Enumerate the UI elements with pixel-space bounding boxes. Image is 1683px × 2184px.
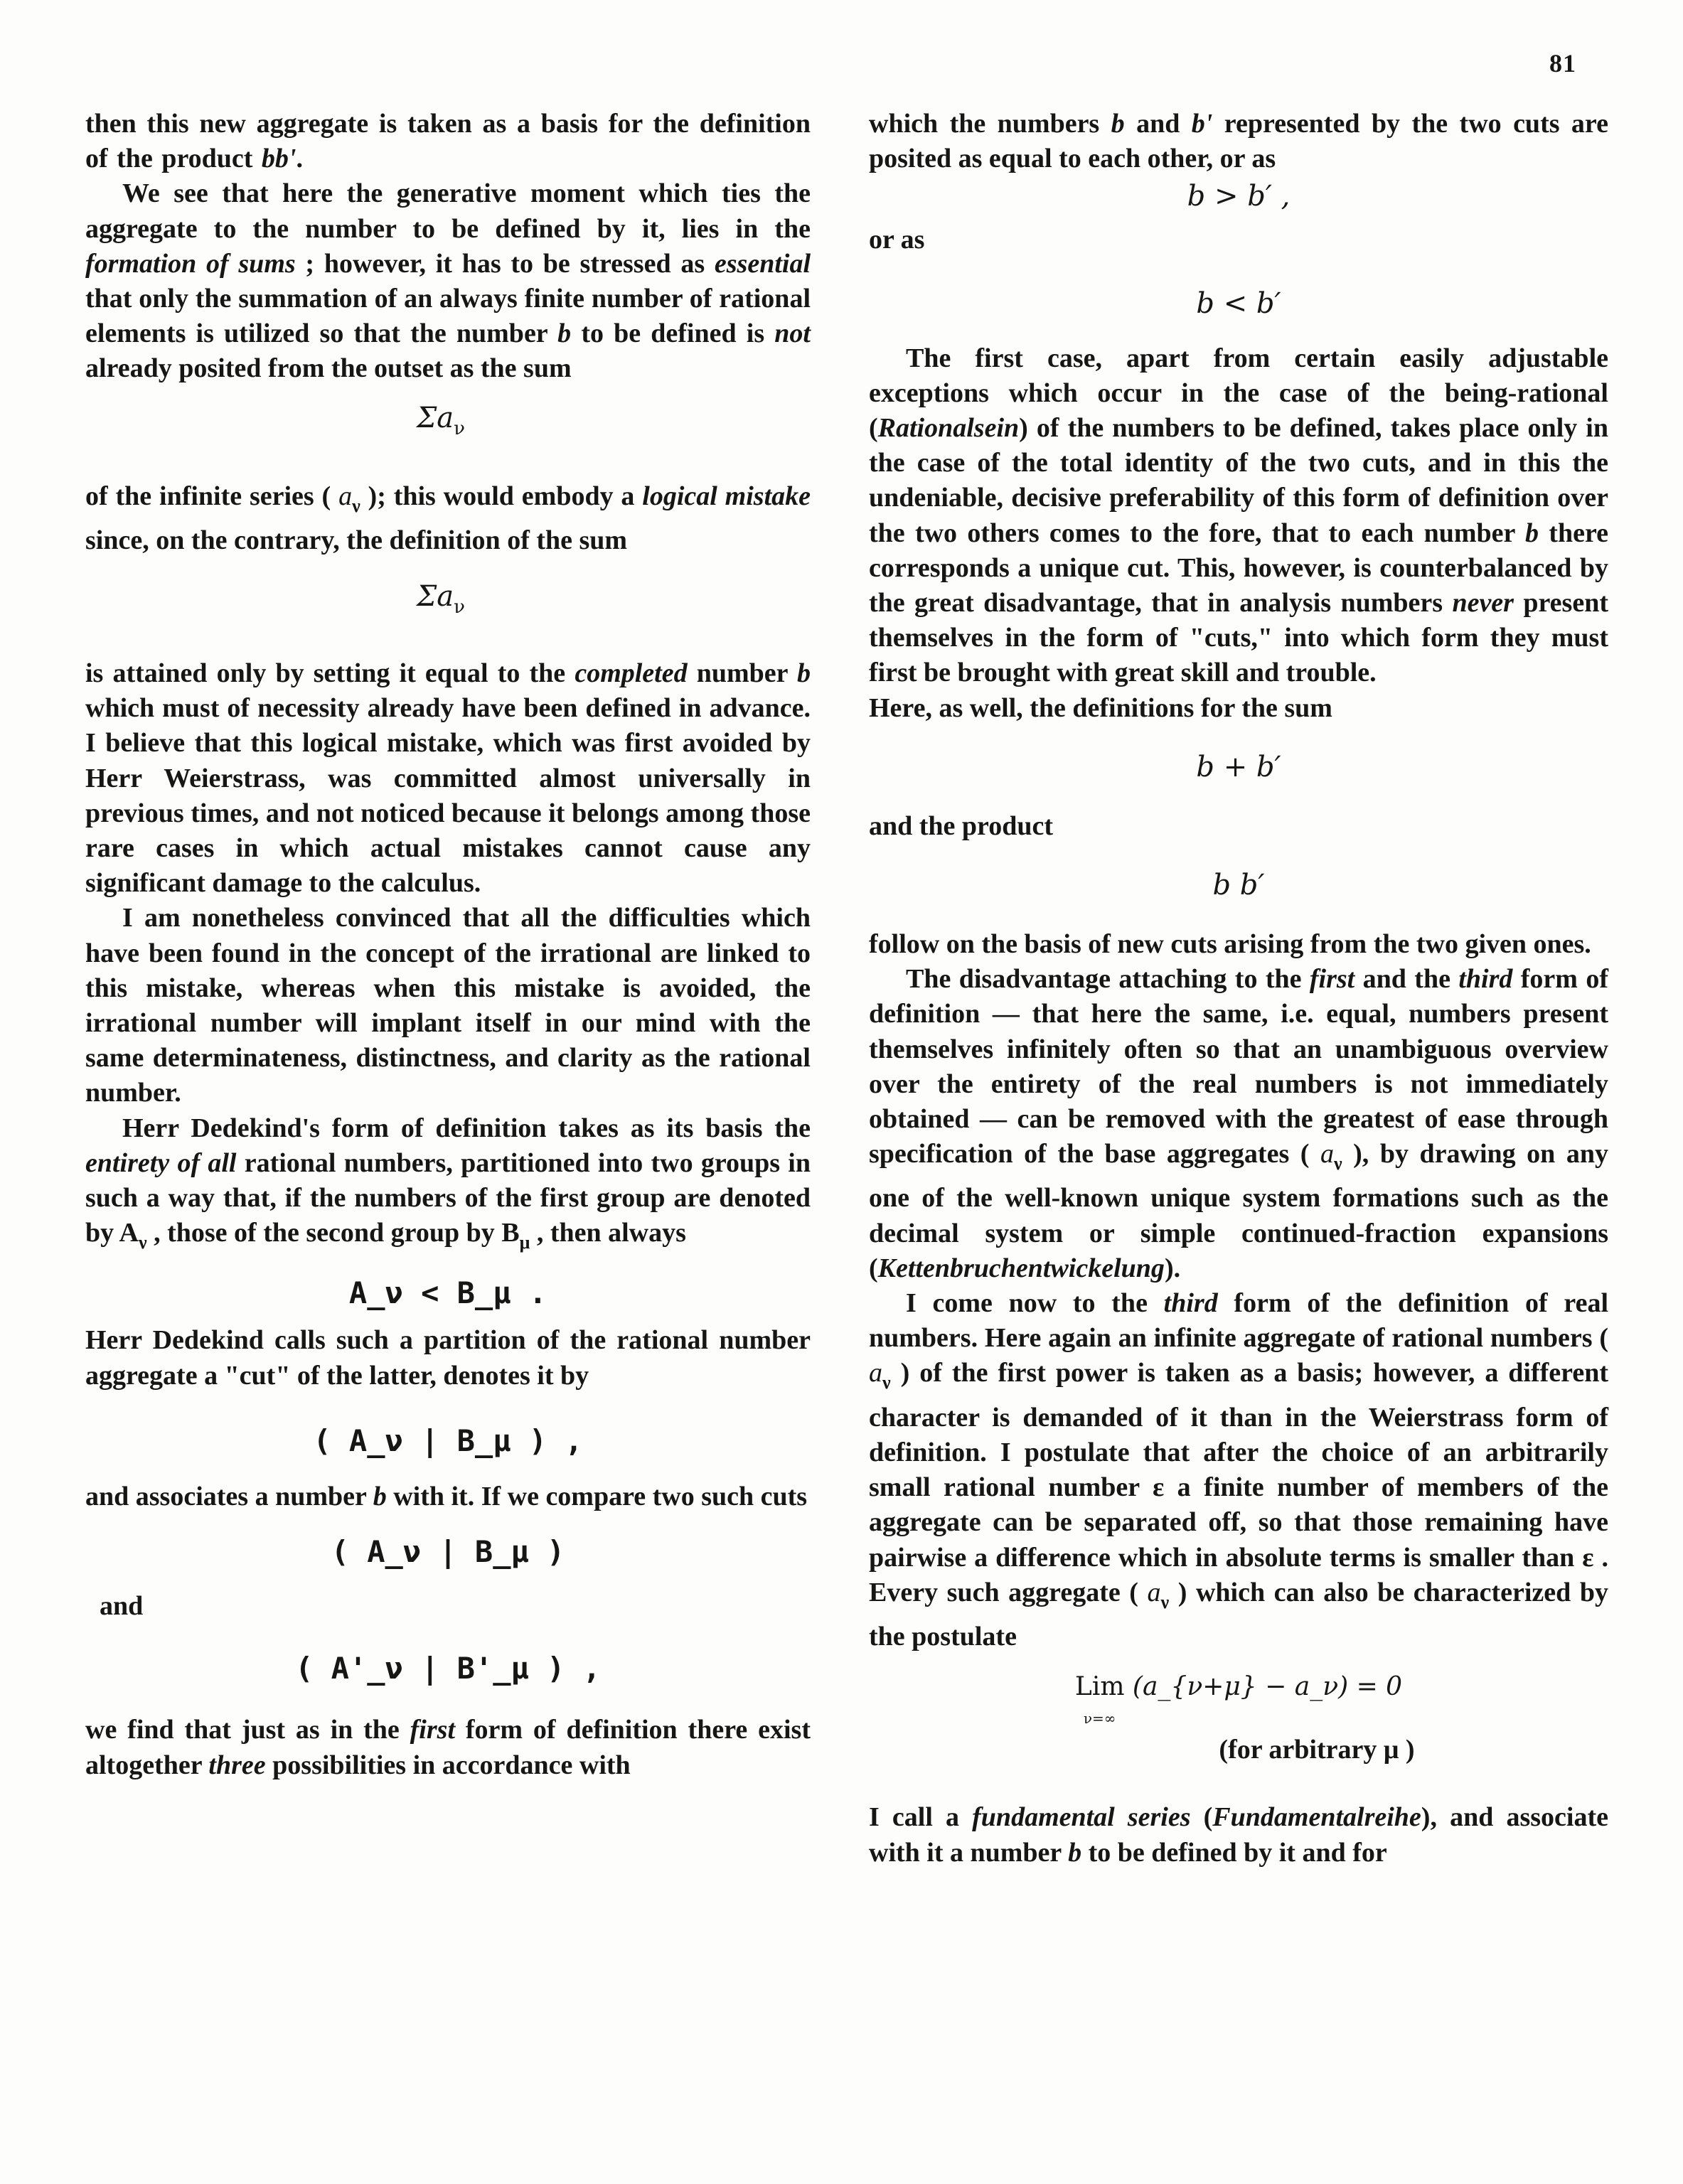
paragraph [85, 1589, 811, 1624]
equation-inequality [85, 1275, 811, 1310]
text-run: ) of the first power is taken as a basis; however, a different character is demanded of it than in the Weierstrass form of definition. I postulate that after the choice of an arbitrarily small rational number [869, 1358, 1608, 1503]
paragraph [869, 107, 1608, 176]
text-run: to be defined by it and for [1081, 1837, 1387, 1868]
paragraph [869, 809, 1608, 844]
paragraph [869, 691, 1608, 726]
math-subscript: ν=∞ [1083, 1710, 1116, 1728]
equation-cut [85, 1423, 811, 1458]
text-run: Herr Dedekind calls such a partition of the rational number aggregate a "cut" of the latter, denotes it by [85, 1325, 811, 1391]
text-run: Here, as well, the definitions for the sum [869, 692, 1332, 723]
paragraph [85, 901, 811, 1110]
math-subscript: ν [352, 495, 360, 516]
emphasis: never [1452, 588, 1514, 619]
paragraph [85, 1323, 811, 1393]
text-run: ) of the numbers to be defined, takes place only in the case of the total identity of the two cuts, and in this the undeniable, decisive preferability of this form of definition over the two others comes to the fore, that to each number [869, 413, 1608, 548]
math-subscript: ν [138, 1232, 147, 1253]
left-column [85, 107, 811, 1783]
paragraph [85, 176, 811, 386]
paragraph [85, 656, 811, 901]
limit-operator [1075, 1673, 1125, 1730]
paragraph [869, 1800, 1608, 1870]
emphasis: b [797, 658, 811, 689]
right-column [869, 107, 1608, 1870]
text-run: and associates a number [85, 1481, 373, 1511]
math-text: a [869, 1358, 882, 1388]
text-run: and [1124, 109, 1192, 139]
equation-sum-b [869, 750, 1608, 785]
emphasis: b [1111, 109, 1125, 139]
text-run: and [100, 1591, 144, 1622]
text-run: We see that here the generative moment which ties the aggregate to the number to be defined by it, lies in the [85, 178, 811, 244]
emphasis: bb' [261, 144, 296, 174]
math-text: a [1320, 1139, 1334, 1169]
emphasis: entirety of all [85, 1147, 237, 1178]
math-text: a [338, 481, 353, 511]
text-run: to be defined is [571, 318, 775, 349]
emphasis: b [1525, 518, 1539, 548]
text-run: form of the definition of real numbers. Here again an infinite aggregate of rational numbers ( [869, 1288, 1608, 1354]
emphasis: third [1458, 964, 1513, 995]
math-subscript: ν [1160, 1591, 1170, 1612]
text-run: ), by drawing on any one of the well-known unique system formations such as the decimal system or simple continued-fraction expansions ( [869, 1139, 1608, 1283]
text-run: with it. If we compare two such cuts [386, 1481, 808, 1511]
text-run: (for arbitrary μ ) [1219, 1735, 1415, 1765]
paragraph [869, 341, 1608, 691]
text-run: , then always [530, 1218, 686, 1248]
emphasis: three [208, 1750, 266, 1780]
paragraph [869, 927, 1608, 962]
math-text: ε [1152, 1472, 1165, 1503]
text-run: The disadvantage attaching to the [906, 964, 1310, 995]
text-run: The first case, apart from certain easily adjustable exceptions which occur in the case of the being-rational ( [869, 343, 1608, 444]
paragraph [85, 1111, 811, 1260]
text-run: number [687, 658, 797, 689]
math-text: a [1147, 1577, 1161, 1607]
text-run: Herr Dedekind's form of definition takes as its basis the [122, 1113, 811, 1143]
emphasis: completed [575, 658, 688, 689]
text-run: of the infinite series ( [85, 481, 339, 511]
equation-cut-prime [85, 1651, 811, 1686]
math-text: ε [1582, 1542, 1594, 1573]
text-run: . [296, 144, 303, 174]
math-subscript: ν [454, 417, 465, 439]
math-text: Σa [417, 580, 454, 614]
page-number: 81 [1549, 49, 1576, 77]
math-text: ( A_ν | B_μ ) , [313, 1423, 583, 1458]
emphasis: first [1309, 964, 1355, 995]
paragraph [85, 1713, 811, 1782]
emphasis: not [774, 318, 811, 349]
text-run: is attained only by setting it equal to the [85, 658, 575, 689]
equation-less [869, 287, 1608, 321]
paragraph [869, 962, 1608, 1286]
text-run: already posited from the outset as the sum [85, 353, 572, 384]
equation-sum [85, 401, 811, 446]
math-subscript: ν [882, 1372, 891, 1393]
math-text: Lim [1074, 1672, 1125, 1702]
math-text: ( A'_ν | B'_μ ) , [295, 1651, 601, 1686]
paragraph [85, 479, 811, 558]
text-run: ) which can also be characterized by the postulate [869, 1577, 1608, 1652]
text-run: ). [1164, 1253, 1181, 1283]
equation-cut [85, 1534, 811, 1569]
text-run: I am nonetheless convinced that all the difficulties which have been found in the concept of the irrational are linked to this mistake, whereas when this mistake is avoided, the irrational number will implant itself in our mind with the same determinateness, distinctness, and clarity as the rational number. [85, 903, 811, 1108]
text-run: form of definition there exist altogether [85, 1715, 811, 1780]
text-run: which must of necessity already have been defined in advance. I believe that this logical mistake, which was first avoided by Herr Weierstrass, was committed almost universally in previous times, and not noticed because it belongs among those rare cases in which actual mistakes cannot cause any significant damage to the calculus. [85, 693, 811, 899]
equation-note [869, 1733, 1608, 1767]
text-run: . Every such aggregate ( [869, 1542, 1608, 1607]
emphasis: b [557, 318, 572, 349]
text-run: and the product [869, 810, 1054, 841]
text-run: which the numbers [869, 109, 1111, 139]
text-run: represented by the two cuts are posited as equal to each other, or as [869, 109, 1608, 174]
math-text: b > b′ , [1187, 180, 1291, 213]
math-text: b + b′ [1196, 750, 1281, 783]
emphasis: Rationalsein [877, 413, 1020, 444]
text-run: ; however, it has to be stressed as [295, 248, 715, 279]
math-subscript: μ [519, 1232, 530, 1253]
math-text: b < b′ [1196, 287, 1281, 320]
text-run: we find that just as in the [85, 1715, 410, 1745]
emphasis: Kettenbruchentwickelung [877, 1253, 1165, 1283]
emphasis: first [410, 1715, 456, 1745]
emphasis: logical mistake [642, 481, 811, 511]
text-run: rational numbers, partitioned into two groups in such a way that, if the numbers of the first group are denoted by A [85, 1147, 811, 1248]
paragraph [85, 1479, 811, 1514]
text-run: form of definition — that here the same, i.e. equal, numbers present themselves infinitely often so that an unambiguous overview over the entirety of the real numbers is not immediately obtained — can be removed with the greatest of ease through specification of the base aggregates ( [869, 964, 1608, 1169]
paragraph [869, 223, 1608, 257]
math-text: A_ν < B_μ . [348, 1275, 547, 1311]
equation-sum [85, 579, 811, 625]
text-run: there corresponds a unique cut. This, however, is counterbalanced by the great disadvantage, that in analysis numbers [869, 518, 1609, 619]
equation-product-b [869, 868, 1608, 903]
paragraph [85, 107, 811, 176]
text-run: , those of the second group by B [146, 1218, 520, 1248]
text-run: or as [869, 225, 925, 255]
emphasis: essential [714, 248, 811, 279]
text-run: follow on the basis of new cuts arising from the two given ones. [869, 929, 1591, 960]
emphasis: third [1163, 1288, 1218, 1319]
text-run: ( [1190, 1802, 1213, 1833]
math-subscript: ν [454, 596, 465, 619]
math-text: (a_{ν+μ} − a_ν) = 0 [1132, 1672, 1403, 1702]
text-run: a finite number of members of the aggregate can be separated off, so that those remaining have pairwise a difference which in absolute terms is smaller than [869, 1472, 1608, 1573]
emphasis: b [373, 1481, 387, 1511]
text-run: and the [1355, 964, 1459, 995]
emphasis: b [1068, 1837, 1082, 1868]
math-text: ( A_ν | B_μ ) [331, 1534, 565, 1570]
emphasis: Fundamentalreihe [1212, 1802, 1421, 1833]
text-run: possibilities in accordance with [265, 1750, 631, 1780]
emphasis: fundamental series [972, 1802, 1191, 1833]
text-run: I come now to the [906, 1288, 1164, 1319]
text-run: I call a [869, 1802, 973, 1833]
emphasis: formation of sums [85, 248, 296, 279]
paragraph [869, 1286, 1608, 1654]
text-run: present themselves in the form of "cuts," into which form they must first be brought with great skill and trouble. [869, 588, 1608, 688]
equation-greater [869, 179, 1608, 214]
equation-limit [869, 1673, 1608, 1730]
math-text: b b′ [1212, 869, 1265, 902]
math-subscript: ν [1333, 1153, 1342, 1174]
text-run: ); this would embody a [360, 481, 643, 511]
text-run: since, on the contrary, the definition of the sum [85, 525, 628, 555]
math-text: Σa [417, 401, 454, 434]
text-run: ), and associate with it a number [869, 1802, 1608, 1868]
text-run: then this new aggregate is taken as a basis for the definition of the product [85, 109, 811, 174]
emphasis: b' [1191, 109, 1213, 139]
text-run: that only the summation of an always finite number of rational elements is utilized so that the number [85, 284, 811, 349]
